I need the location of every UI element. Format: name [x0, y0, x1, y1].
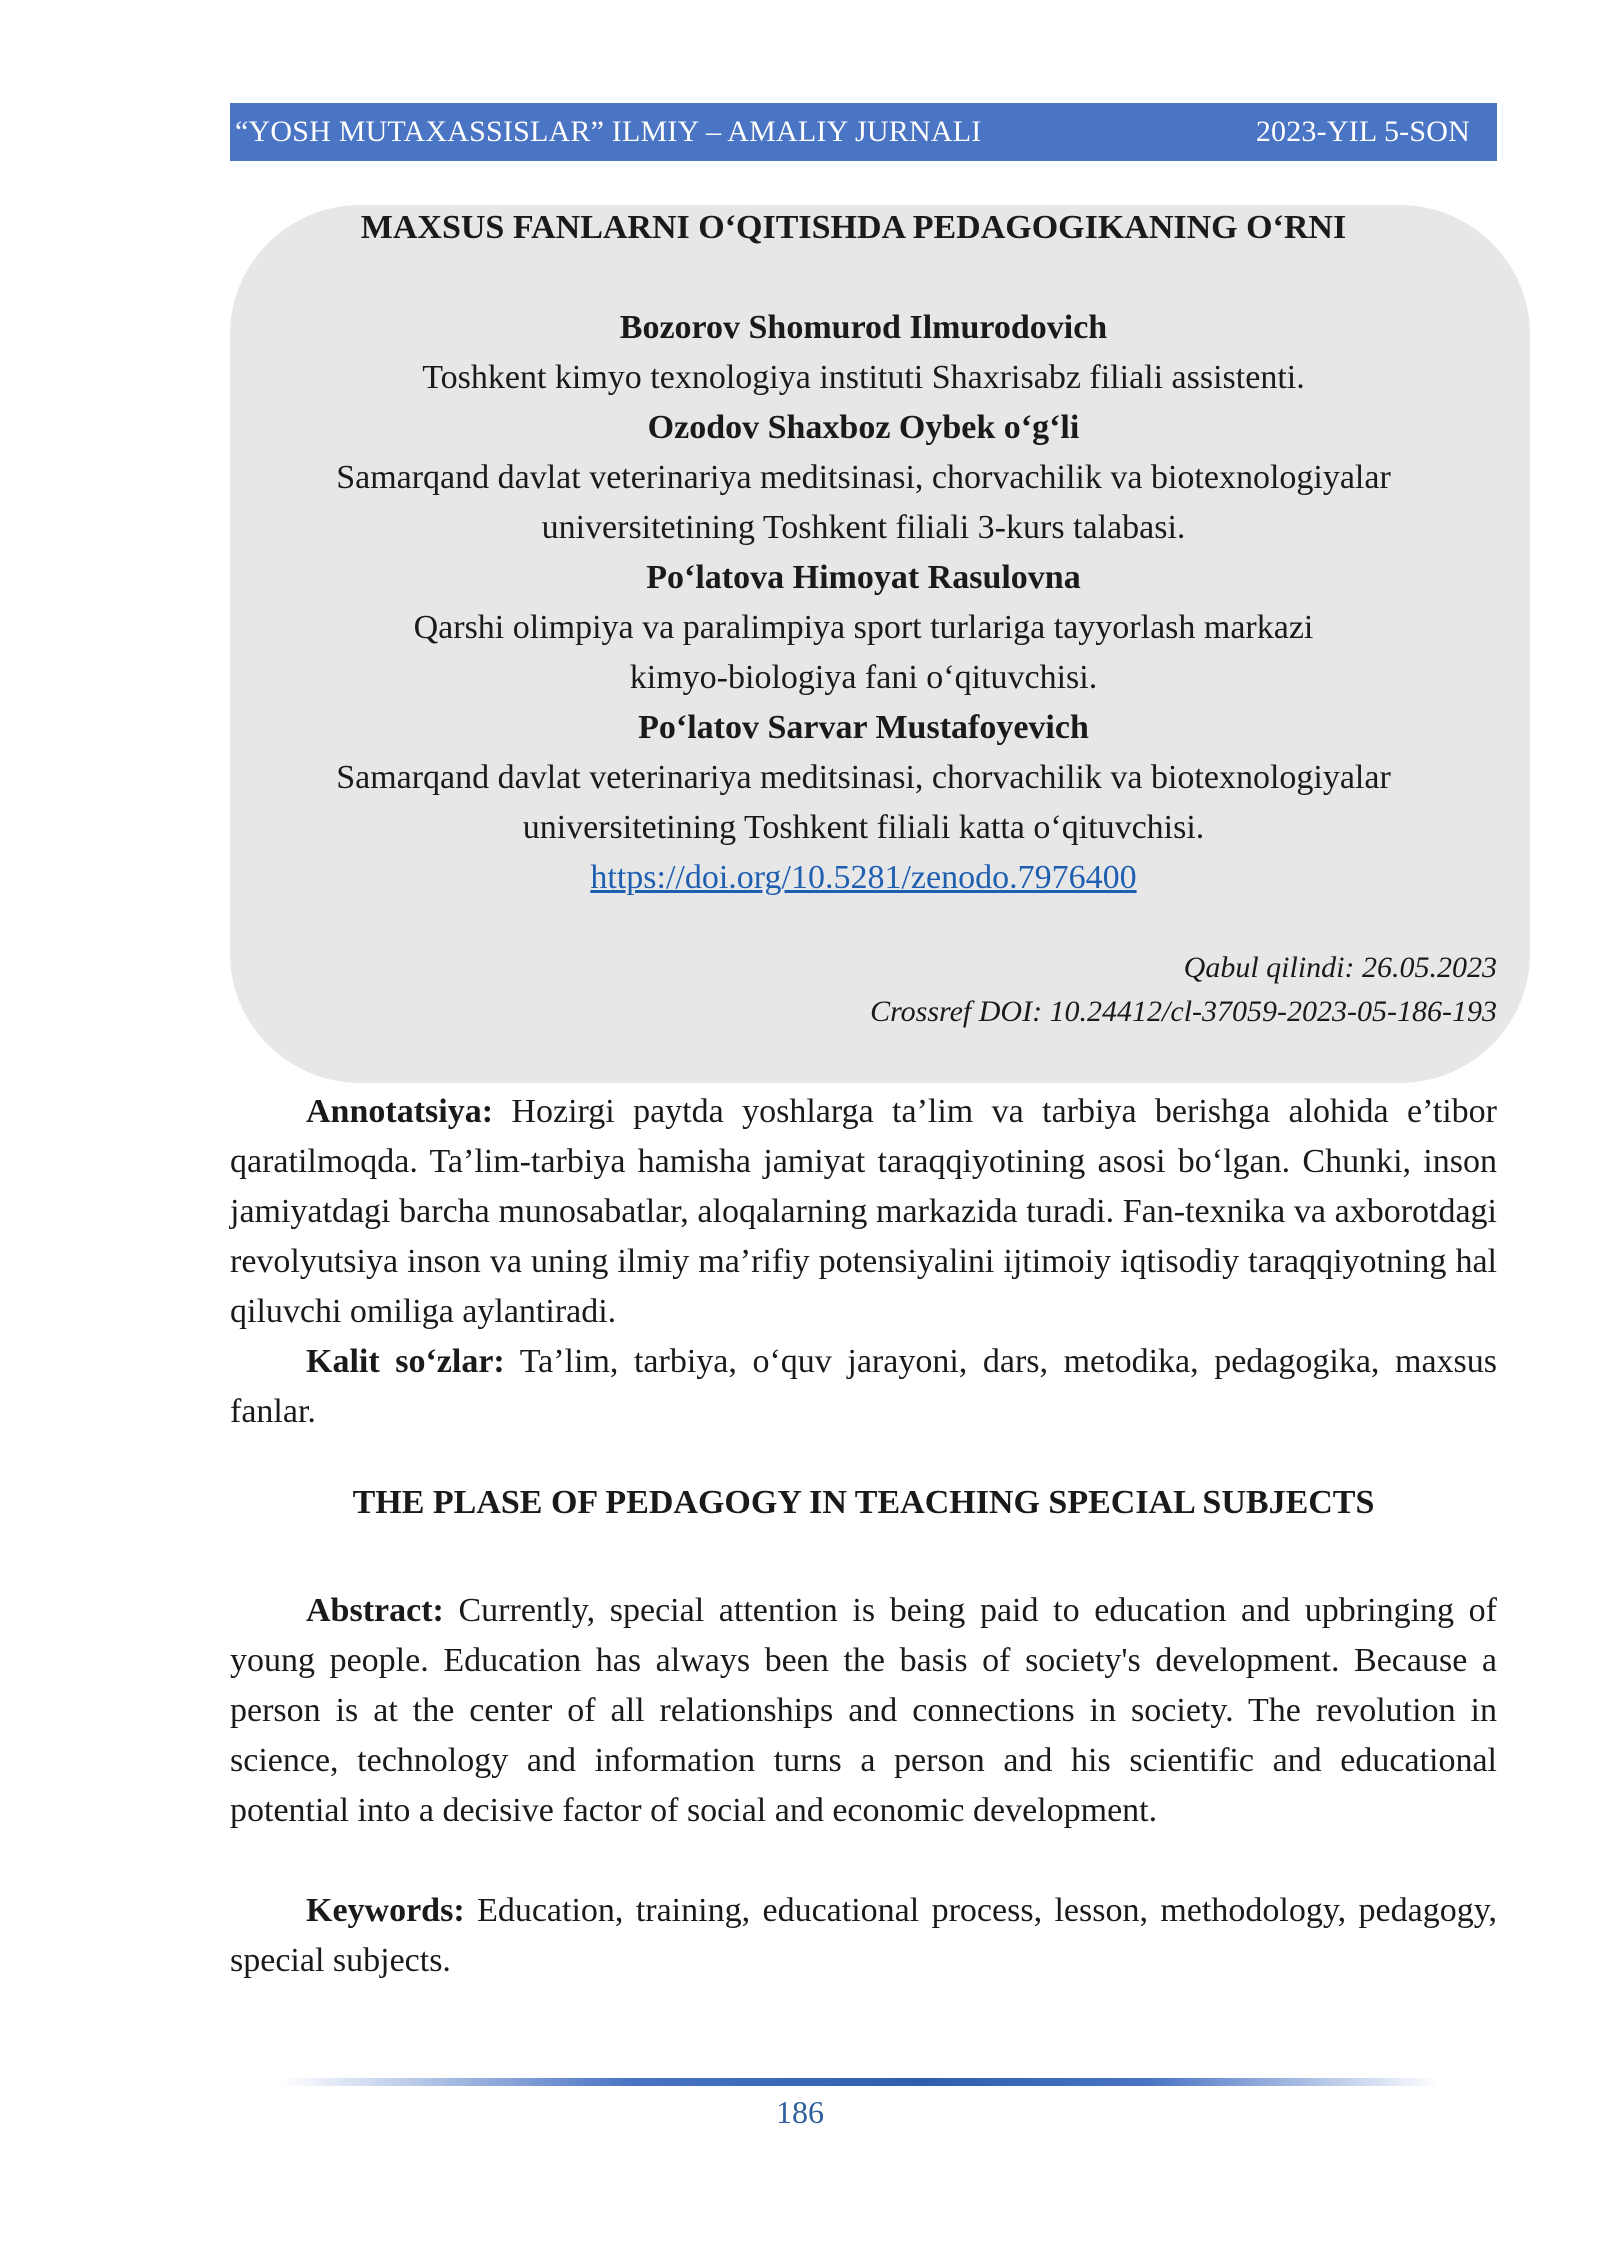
annotation-paragraph: [230, 1087, 1497, 1337]
author-affiliation: Samarqand davlat veterinariya meditsinasi, chorvachilik va biotexnologiyalar: [336, 759, 1391, 796]
keywords-uz-label: Kalit so‘zlar:: [306, 1343, 505, 1380]
author-name: Ozodov Shaxboz Oybek o‘g‘li: [647, 409, 1080, 446]
author-name: Po‘latova Himoyat Rasulovna: [646, 559, 1081, 596]
abstract-paragraph: [230, 1586, 1497, 1836]
author-name: Bozorov Shomurod Ilmurodovich: [619, 309, 1108, 346]
footer-divider: [280, 2078, 1440, 2086]
page-number: 186: [776, 2094, 824, 2130]
author-affiliation: universitetining Toshkent filiali katta o‘qituvchisi.: [522, 809, 1205, 846]
journal-name: “YOSH MUTAXASSISLAR” ILMIY – AMALIY JURNALI: [235, 115, 982, 148]
keywords-en-paragraph: [230, 1886, 1497, 1986]
author-affiliation: universitetining Toshkent filiali 3-kurs talabasi.: [541, 509, 1186, 546]
keywords-en-text: Education, training, educational process, lesson, methodology, pedagogy, special subjects.: [230, 1892, 1497, 1979]
author-affiliation: Qarshi olimpiya va paralimpiya sport turlariga tayyorlash markazi: [413, 609, 1314, 646]
annotation-label: Annotatsiya:: [306, 1093, 494, 1130]
annotation-text: Hozirgi paytda yoshlarga ta’lim va tarbiya berishga alohida e’tibor qaratilmoqda. Ta’lim-tarbiya hamisha jamiyat taraqqiyotining asosi bo‘lgan. Chunki, inson jamiyatdagi barcha munosabatlar, aloqalarning markazida turadi. Fan-texnika va axborotdagi revolyutsiya inson va uning ilmiy ma’rifiy potensiyalini ijtimoiy iqtisodiy taraqqiyotning hal qiluvchi omiliga aylantiradi.: [230, 1093, 1497, 1330]
journal-header-bar: [230, 103, 1497, 161]
author-affiliation: kimyo-biologiya fani o‘qituvchisi.: [629, 659, 1098, 696]
abstract-label: Abstract:: [306, 1592, 444, 1629]
keywords-uz-text: Ta’lim, tarbiya, o‘quv jarayoni, dars, metodika, pedagogika, maxsus fanlar.: [230, 1343, 1498, 1430]
article-title: MAXSUS FANLARNI O‘QITISHDA PEDAGOGIKANING O‘RNI: [360, 209, 1347, 246]
author-list: [230, 303, 1497, 903]
received-date: Qabul qilindi: 26.05.2023: [1183, 951, 1497, 984]
doi-link[interactable]: https://doi.org/10.5281/zenodo.7976400: [590, 859, 1137, 896]
crossref-doi: Crossref DOI: 10.24412/cl-37059-2023-05-186-193: [870, 995, 1497, 1028]
english-title: THE PLASE OF PEDAGOGY IN TEACHING SPECIAL SUBJECTS: [352, 1484, 1375, 1521]
author-affiliation: Toshkent kimyo texnologiya instituti Shaxrisabz filiali assistenti.: [422, 359, 1305, 396]
author-name: Po‘latov Sarvar Mustafoyevich: [638, 709, 1089, 746]
keywords-uz-paragraph: [230, 1337, 1497, 1437]
author-affiliation: Samarqand davlat veterinariya meditsinasi, chorvachilik va biotexnologiyalar: [336, 459, 1391, 496]
article-meta: [230, 946, 1497, 1034]
abstract-text: Currently, special attention is being paid to education and upbringing of young people. Education has always been the basis of society's development. Because a person is at the center of all relationships and connections in society. The revolution in science, technology and information turns a person and his scientific and educational potential into a decisive factor of social and economic development.: [230, 1592, 1497, 1829]
issue-label: 2023-YIL 5-SON: [1255, 115, 1470, 148]
keywords-en-label: Keywords:: [306, 1892, 465, 1929]
